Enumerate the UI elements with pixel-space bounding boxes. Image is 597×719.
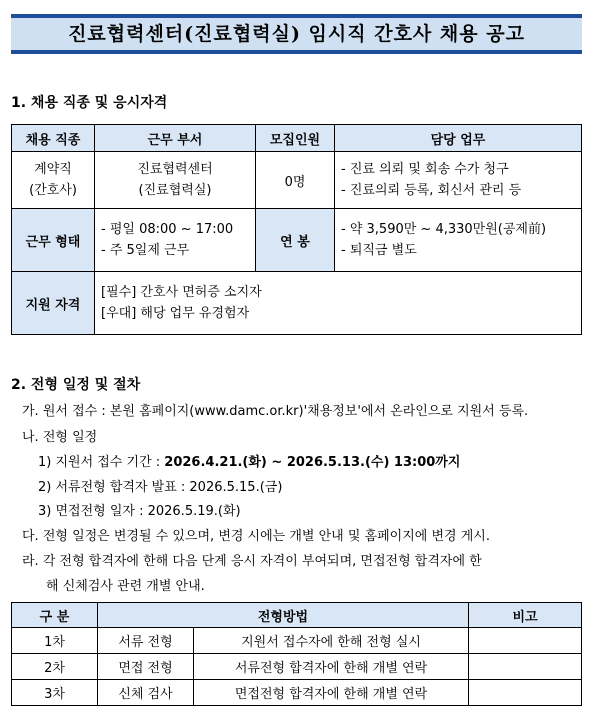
work-line: - 주 5일제 근무 — [101, 243, 190, 258]
step-b1-label: 1) 지원서 접수 기간 : — [38, 455, 165, 470]
salary-cell — [335, 209, 582, 272]
qual-line: [우대] 해당 업무 유경험자 — [101, 306, 250, 321]
step-b1-date: 2026.4.21.(화) ~ 2026.5.13.(수) 13:00까지 — [164, 455, 461, 470]
step-b2: 2) 서류전형 합격자 발표 : 2026.5.15.(금) — [38, 480, 283, 495]
header-method: 전형방법 — [98, 603, 469, 628]
work-label: 근무 형태 — [12, 209, 95, 272]
method-cell: 신체 검사 — [98, 680, 194, 706]
duty-line: - 진료의뢰 등록, 회신서 관리 등 — [341, 183, 522, 198]
job-type-line: 계약직 — [34, 162, 72, 177]
stage-cell: 1차 — [12, 628, 98, 654]
work-cell — [95, 209, 256, 272]
salary-line: - 약 3,590만 ~ 4,330만원(공제前) — [341, 222, 547, 237]
step-b3: 3) 면접전형 일자 : 2026.5.19.(화) — [38, 504, 241, 519]
desc-cell: 서류전형 합격자에 한해 개별 연락 — [194, 654, 469, 680]
process-table — [11, 602, 582, 706]
header-dept: 근무 부서 — [95, 125, 256, 152]
work-line: - 평일 08:00 ~ 17:00 — [101, 222, 234, 237]
note-cell — [469, 680, 582, 706]
step-b1 — [38, 451, 460, 470]
dept-line: (진료협력실) — [138, 183, 212, 198]
dept-cell — [95, 152, 256, 209]
salary-line: - 퇴직금 별도 — [341, 243, 417, 258]
title-banner — [11, 14, 582, 54]
stage-cell: 3차 — [12, 680, 98, 706]
count-cell: 0명 — [256, 152, 335, 209]
method-cell: 면접 전형 — [98, 654, 194, 680]
qual-label: 지원 자격 — [12, 272, 95, 335]
step-d2: 해 신체검사 관련 개별 안내. — [46, 579, 205, 594]
dept-line: 진료협력센터 — [137, 162, 213, 177]
note-cell — [469, 654, 582, 680]
note-cell — [469, 628, 582, 654]
header-duties: 담당 업무 — [335, 125, 582, 152]
step-b: 나. 전형 일정 — [22, 430, 98, 445]
method-cell: 서류 전형 — [98, 628, 194, 654]
desc-cell: 면접전형 합격자에 한해 개별 연락 — [194, 680, 469, 706]
header-stage: 구 분 — [12, 603, 98, 628]
section2-heading: 2. 전형 일정 및 절차 — [11, 377, 141, 393]
desc-cell: 지원서 접수자에 한해 전형 실시 — [194, 628, 469, 654]
header-note: 비고 — [469, 603, 582, 628]
salary-label: 연 봉 — [256, 209, 335, 272]
job-type-cell — [12, 152, 95, 209]
step-d1: 라. 각 전형 합격자에 한해 다음 단계 응시 자격이 부여되며, 면접전형 합격자에 한 — [22, 554, 482, 569]
header-count: 모집인원 — [256, 125, 335, 152]
qual-cell — [95, 272, 582, 335]
duty-line: - 진료 의뢰 및 회송 수가 청구 — [341, 162, 509, 177]
qual-line: [필수] 간호사 면허증 소지자 — [101, 285, 262, 300]
step-a: 가. 원서 접수 : 본원 홈페이지(www.damc.or.kr)'채용정보'에서 온라인으로 지원서 등록. — [22, 404, 529, 419]
stage-cell: 2차 — [12, 654, 98, 680]
step-c: 다. 전형 일정은 변경될 수 있으며, 변경 시에는 개별 안내 및 홈페이지에 변경 게시. — [22, 529, 490, 544]
section1-heading: 1. 채용 직종 및 응시자격 — [11, 95, 168, 111]
header-job-type: 채용 직종 — [12, 125, 95, 152]
duties-cell — [335, 152, 582, 209]
job-table — [11, 124, 582, 335]
page-title: 진료협력센터(진료협력실) 임시직 간호사 채용 공고 — [68, 23, 525, 45]
job-type-line: (간호사) — [29, 183, 77, 198]
